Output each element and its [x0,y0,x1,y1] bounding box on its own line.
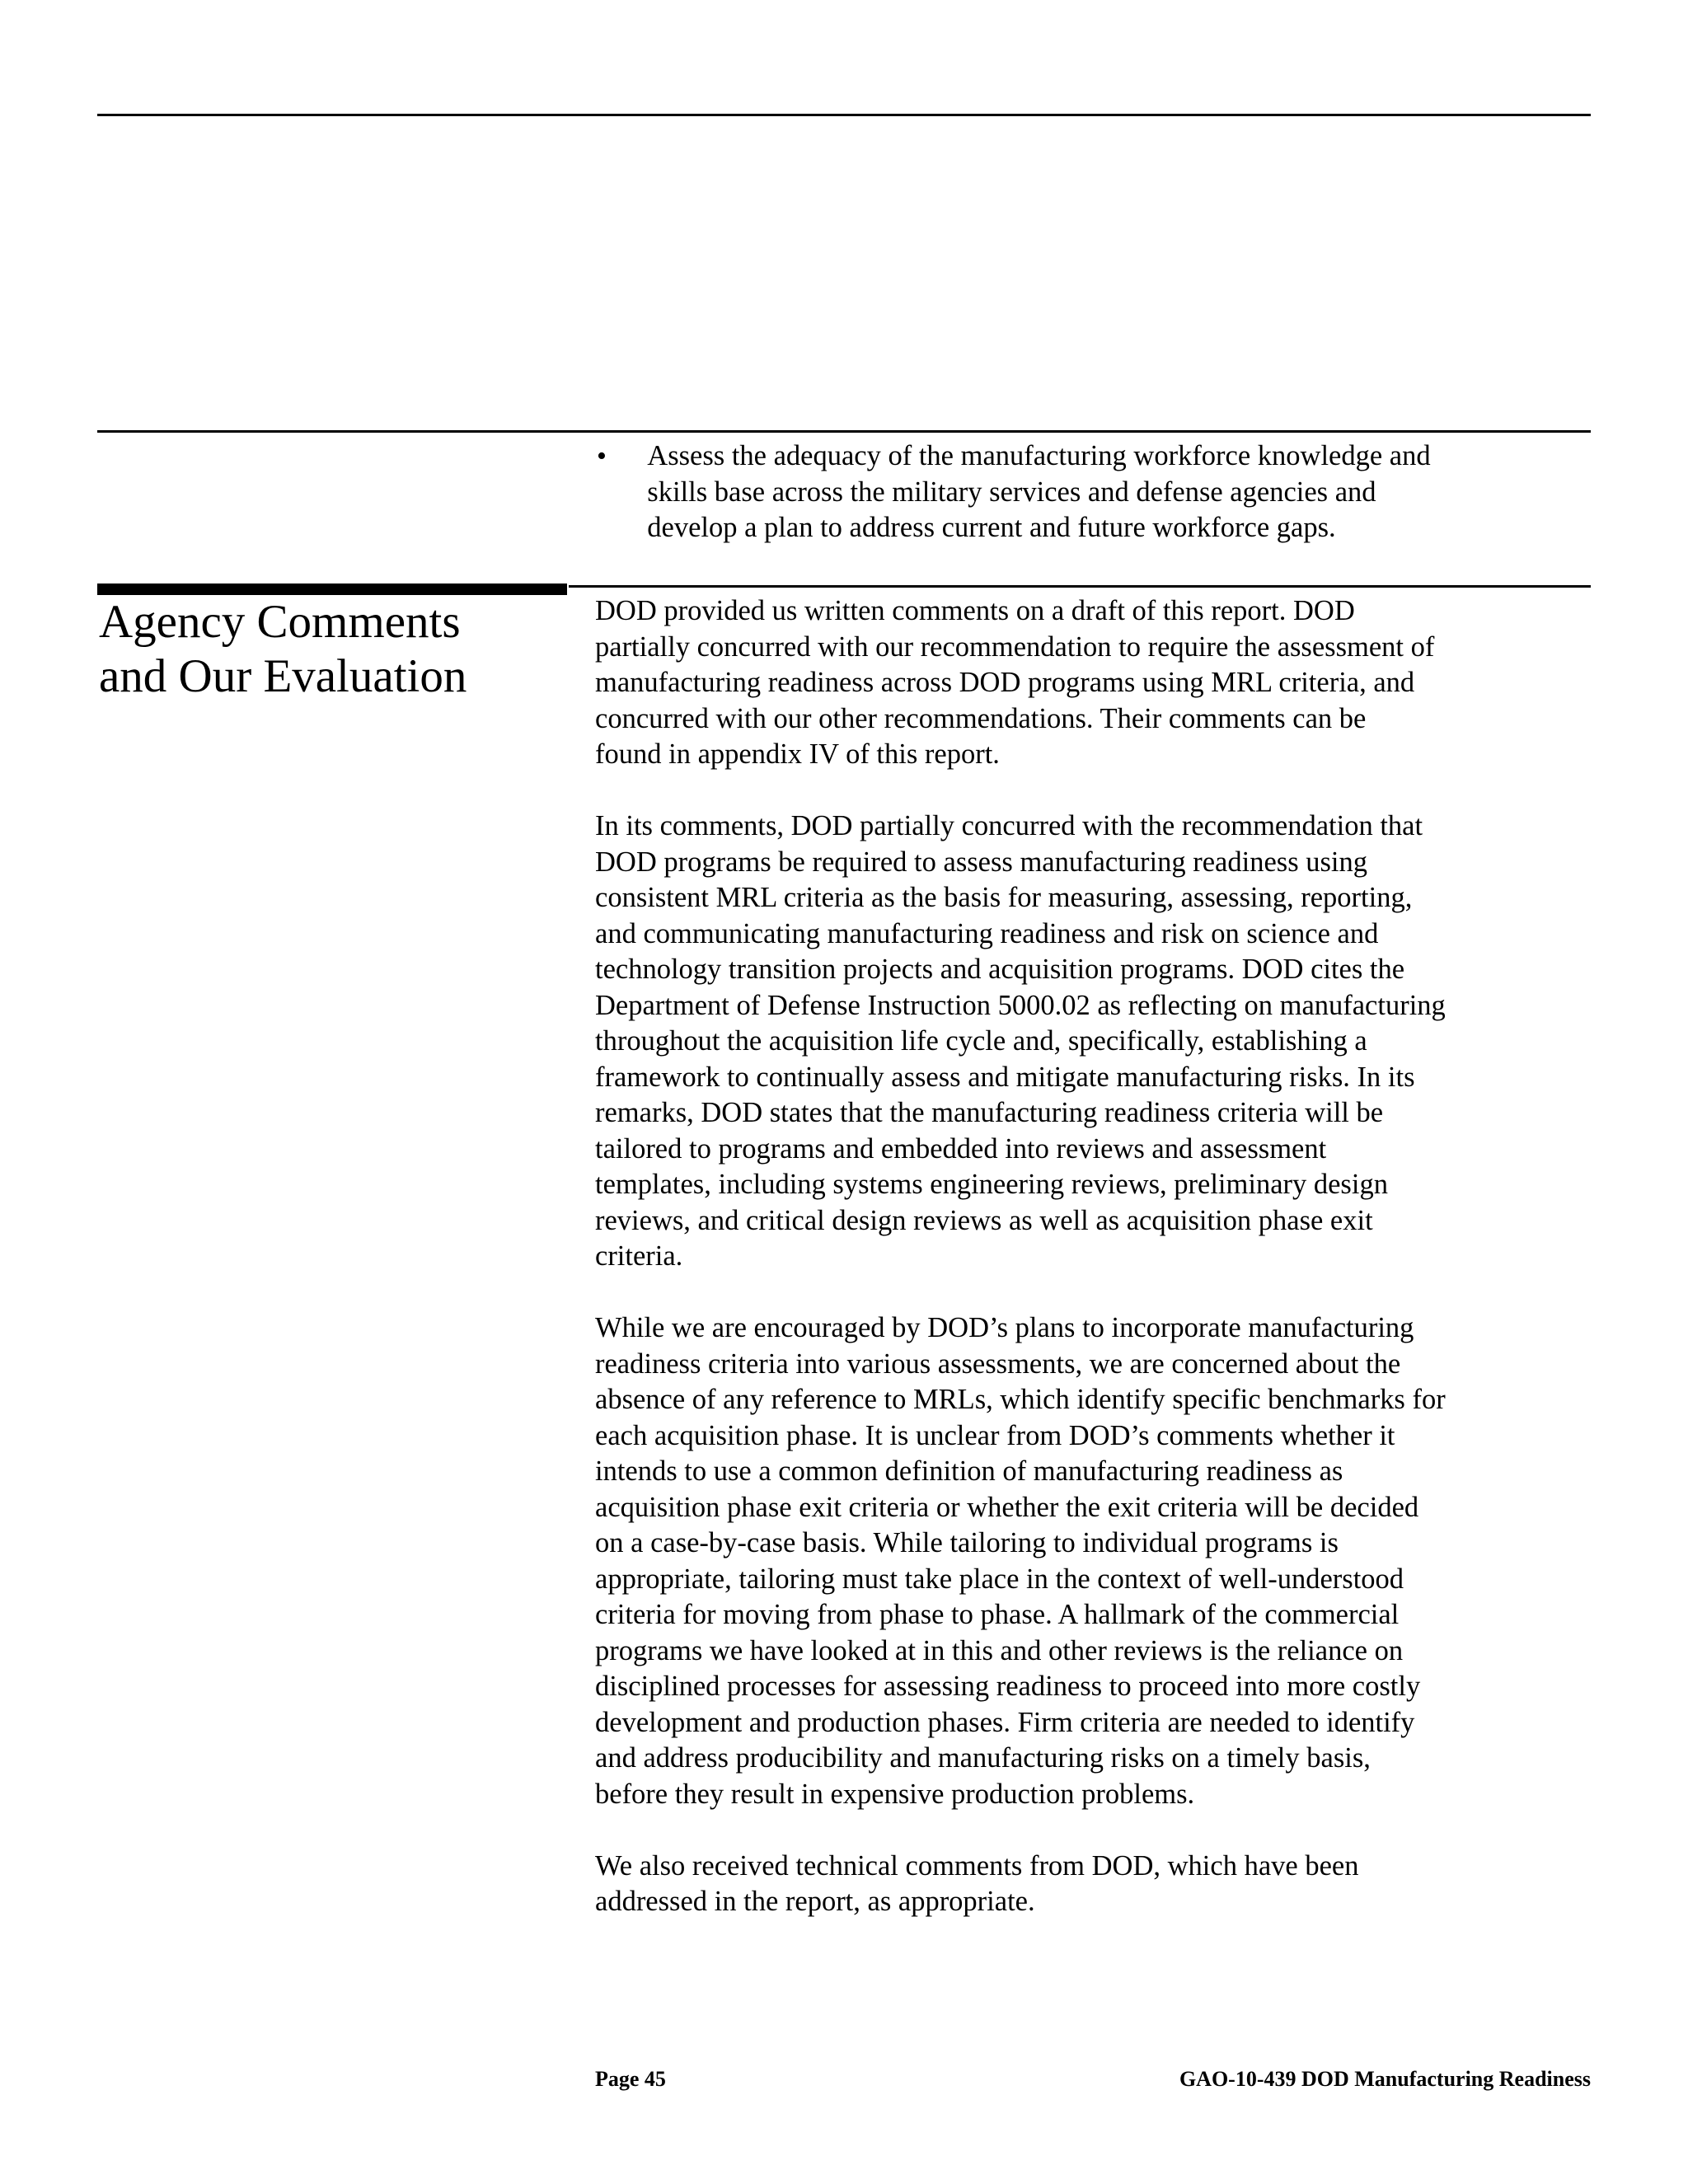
heading-line: Agency Comments [99,596,461,648]
paragraph-line: criteria for moving from phase to phase. A hallmark of the commercial [595,1599,1400,1630]
paragraph-line: readiness criteria into various assessments, we are concerned about the [595,1347,1401,1380]
paragraph-line: framework to continually assess and mitigate manufacturing risks. In its [595,1061,1415,1093]
page-number: Page 45 [595,2067,666,2091]
recommendation-bullet [595,438,1584,546]
paragraph-line: In its comments, DOD partially concurred with the recommendation that [595,810,1423,841]
paragraph-line: While we are encouraged by DOD’s plans to incorporate manufacturing [595,1312,1414,1343]
paragraph-line: concurred with our other recommendations. Their comments can be [595,702,1367,734]
paragraph-line: each acquisition phase. It is unclear from DOD’s comments whether it [595,1419,1395,1451]
paragraph-line: addressed in the report, as appropriate. [595,1886,1035,1917]
paragraph-line: manufacturing readiness across DOD programs using MRL criteria, and [595,667,1415,698]
paragraph-line: absence of any reference to MRLs, which identify specific benchmarks for [595,1384,1446,1415]
section-heading [99,595,560,704]
paragraph-line: before they result in expensive production problems. [595,1778,1195,1810]
paragraph-line: partially concurred with our recommendation to require the assessment of [595,630,1435,663]
bullet-icon: • [597,441,607,471]
bullet-line: Assess the adequacy of the manufacturing workforce knowledge and [647,440,1431,471]
paragraph-line: throughout the acquisition life cycle and, specifically, establishing a [595,1025,1367,1057]
report-title: GAO-10-439 DOD Manufacturing Readiness [1179,2067,1591,2091]
paragraph-line: on a case-by-case basis. While tailoring to individual programs is [595,1527,1339,1558]
paragraph-line: technology transition projects and acquisition programs. DOD cites the [595,954,1405,985]
paragraph [595,593,1592,773]
paragraph-line: consistent MRL criteria as the basis for measuring, assessing, reporting, [595,882,1413,913]
body-text-column [595,593,1592,1956]
paragraph-line: remarks, DOD states that the manufacturing readiness criteria will be [595,1097,1384,1128]
paragraph-line: appropriate, tailoring must take place in the context of well-understood [595,1563,1404,1595]
paragraph-line: DOD provided us written comments on a draft of this report. DOD [595,595,1355,626]
paragraph-line: and communicating manufacturing readiness and risk on science and [595,917,1379,949]
paragraph-line: intends to use a common definition of manufacturing readiness as [595,1455,1343,1487]
paragraph [595,1849,1592,1920]
paragraph-line: criteria. [595,1240,683,1272]
paragraph-line: We also received technical comments from DOD, which have been [595,1849,1359,1882]
section-rule-upper [97,430,1591,433]
paragraph [595,1310,1592,1812]
heading-line: and Our Evaluation [99,650,467,702]
paragraph-line: found in appendix IV of this report. [595,738,1000,770]
paragraph-line: acquisition phase exit criteria or whether the exit criteria will be decided [595,1491,1419,1523]
bullet-line: develop a plan to address current and future workforce gaps. [647,512,1336,543]
paragraph-line: DOD programs be required to assess manufacturing readiness using [595,846,1368,878]
page-footer [595,2067,1591,2092]
bullet-line: skills base across the military services and defense agencies and [647,476,1376,508]
paragraph-line: development and production phases. Firm criteria are needed to identify [595,1706,1415,1738]
paragraph [595,808,1592,1275]
paragraph-line: tailored to programs and embedded into reviews and assessment [595,1132,1327,1165]
paragraph-line: reviews, and critical design reviews as well as acquisition phase exit [595,1204,1373,1236]
paragraph-line: templates, including systems engineering reviews, preliminary design [595,1169,1388,1200]
paragraph-line: Department of Defense Instruction 5000.02 as reflecting on manufacturing [595,989,1446,1021]
bullet-text [647,438,1584,546]
section-rule-lower [569,585,1591,588]
section-heading-bar [97,583,567,595]
paragraph-line: programs we have looked at in this and other reviews is the reliance on [595,1634,1404,1666]
paragraph-line: disciplined processes for assessing readiness to proceed into more costly [595,1671,1421,1702]
top-rule [97,114,1591,116]
paragraph-line: and address producibility and manufacturing risks on a timely basis, [595,1742,1371,1774]
